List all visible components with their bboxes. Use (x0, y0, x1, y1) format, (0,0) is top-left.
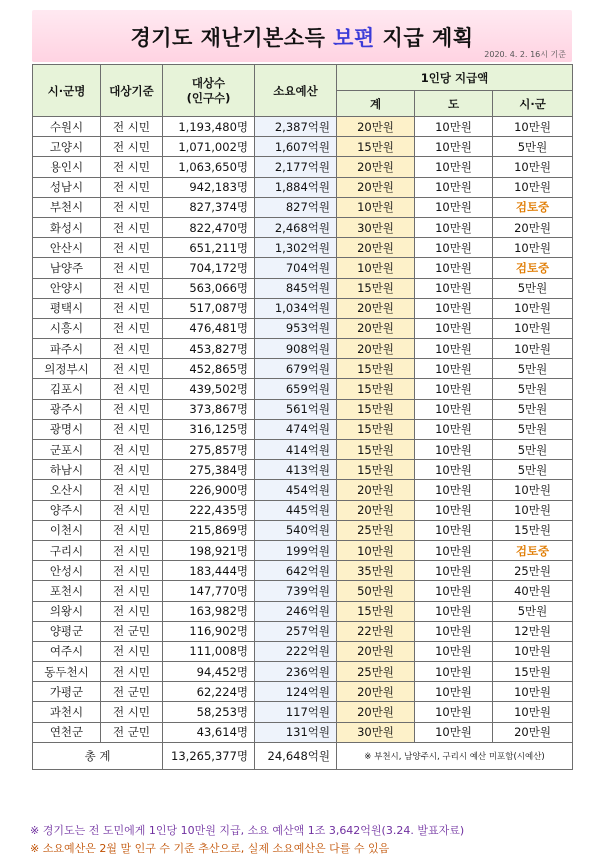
population-cell: 147,770명 (163, 581, 255, 601)
population-cell: 198,921명 (163, 540, 255, 560)
province-amount-cell: 10만원 (415, 339, 493, 359)
table-row (33, 419, 573, 439)
city-amount-cell: 15만원 (493, 520, 573, 540)
target-cell: 전 시민 (101, 278, 163, 298)
province-amount-cell: 10만원 (415, 278, 493, 298)
budget-cell: 1,302억원 (255, 238, 337, 258)
population-cell: 226,900명 (163, 480, 255, 500)
city-cell: 의정부시 (33, 359, 101, 379)
total-amount-cell: 15만원 (337, 278, 415, 298)
total-amount-cell: 15만원 (337, 419, 415, 439)
total-amount-cell: 30만원 (337, 217, 415, 237)
city-amount-cell: 검토중 (493, 540, 573, 560)
table-row (33, 399, 573, 419)
budget-cell: 454억원 (255, 480, 337, 500)
population-cell: 651,211명 (163, 238, 255, 258)
header-province: 도 (415, 91, 493, 117)
city-cell: 안양시 (33, 278, 101, 298)
province-amount-cell: 10만원 (415, 419, 493, 439)
budget-cell: 642억원 (255, 561, 337, 581)
target-cell: 전 시민 (101, 520, 163, 540)
city-amount-cell: 5만원 (493, 359, 573, 379)
table-row (33, 217, 573, 237)
target-cell: 전 시민 (101, 137, 163, 157)
province-amount-cell: 10만원 (415, 399, 493, 419)
population-cell: 1,071,002명 (163, 137, 255, 157)
total-amount-cell: 15만원 (337, 379, 415, 399)
budget-cell: 1,884억원 (255, 177, 337, 197)
budget-cell: 131억원 (255, 722, 337, 742)
province-amount-cell: 10만원 (415, 137, 493, 157)
population-cell: 942,183명 (163, 177, 255, 197)
table-row (33, 440, 573, 460)
province-amount-cell: 10만원 (415, 157, 493, 177)
target-cell: 전 시민 (101, 480, 163, 500)
target-cell: 전 시민 (101, 662, 163, 682)
city-amount-cell: 10만원 (493, 117, 573, 137)
table-row (33, 157, 573, 177)
province-amount-cell: 10만원 (415, 702, 493, 722)
target-cell: 전 시민 (101, 540, 163, 560)
city-amount-cell: 20만원 (493, 217, 573, 237)
header-citygun: 시·군 (493, 91, 573, 117)
city-cell: 시흥시 (33, 318, 101, 338)
population-cell: 43,614명 (163, 722, 255, 742)
table-row (33, 581, 573, 601)
target-cell: 전 시민 (101, 581, 163, 601)
city-cell: 부천시 (33, 197, 101, 217)
province-amount-cell: 10만원 (415, 379, 493, 399)
header-budget: 소요예산 (255, 65, 337, 117)
city-amount-cell: 5만원 (493, 419, 573, 439)
target-cell: 전 시민 (101, 601, 163, 621)
target-cell: 전 시민 (101, 157, 163, 177)
population-cell: 453,827명 (163, 339, 255, 359)
population-cell: 183,444명 (163, 561, 255, 581)
budget-cell: 1,607억원 (255, 137, 337, 157)
target-cell: 전 시민 (101, 561, 163, 581)
population-cell: 94,452명 (163, 662, 255, 682)
target-cell: 전 시민 (101, 440, 163, 460)
province-amount-cell: 10만원 (415, 217, 493, 237)
reference-date: 2020. 4. 2. 16시 기준 (484, 50, 566, 59)
city-cell: 가평군 (33, 682, 101, 702)
table-row (33, 601, 573, 621)
city-amount-cell: 40만원 (493, 581, 573, 601)
target-cell: 전 시민 (101, 217, 163, 237)
total-amount-cell: 15만원 (337, 460, 415, 480)
title-part2: 지급 계획 (374, 26, 474, 50)
header-per-person: 1인당 지급액 (337, 65, 573, 91)
city-cell: 의왕시 (33, 601, 101, 621)
target-cell: 전 시민 (101, 379, 163, 399)
city-amount-cell: 5만원 (493, 601, 573, 621)
payment-plan-table (32, 64, 573, 770)
total-amount-cell: 22만원 (337, 621, 415, 641)
budget-cell: 659억원 (255, 379, 337, 399)
total-amount-cell: 20만원 (337, 298, 415, 318)
city-amount-cell: 10만원 (493, 177, 573, 197)
total-budget: 24,648억원 (255, 742, 337, 769)
budget-cell: 414억원 (255, 440, 337, 460)
total-amount-cell: 20만원 (337, 157, 415, 177)
total-amount-cell: 20만원 (337, 702, 415, 722)
province-amount-cell: 10만원 (415, 561, 493, 581)
province-amount-cell: 10만원 (415, 601, 493, 621)
budget-cell: 124억원 (255, 682, 337, 702)
footnote-2: ※ 소요예산은 2월 말 인구 수 기준 추산으로, 실제 소요예산은 다를 수 있음 (30, 842, 390, 855)
city-amount-cell: 25만원 (493, 561, 573, 581)
city-cell: 하남시 (33, 460, 101, 480)
city-amount-cell: 5만원 (493, 399, 573, 419)
budget-cell: 561억원 (255, 399, 337, 419)
population-cell: 275,857명 (163, 440, 255, 460)
table-row (33, 258, 573, 278)
city-cell: 화성시 (33, 217, 101, 237)
total-amount-cell: 20만원 (337, 339, 415, 359)
target-cell: 전 시민 (101, 399, 163, 419)
population-cell: 163,982명 (163, 601, 255, 621)
city-amount-cell: 20만원 (493, 722, 573, 742)
budget-cell: 257억원 (255, 621, 337, 641)
city-amount-cell: 5만원 (493, 460, 573, 480)
city-cell: 파주시 (33, 339, 101, 359)
population-cell: 1,193,480명 (163, 117, 255, 137)
budget-cell: 953억원 (255, 318, 337, 338)
province-amount-cell: 10만원 (415, 258, 493, 278)
budget-cell: 117억원 (255, 702, 337, 722)
target-cell: 전 시민 (101, 258, 163, 278)
province-amount-cell: 10만원 (415, 682, 493, 702)
city-amount-cell: 검토중 (493, 258, 573, 278)
population-cell: 373,867명 (163, 399, 255, 419)
city-amount-cell: 5만원 (493, 278, 573, 298)
target-cell: 전 시민 (101, 298, 163, 318)
city-cell: 김포시 (33, 379, 101, 399)
target-cell: 전 시민 (101, 318, 163, 338)
city-amount-cell: 10만원 (493, 500, 573, 520)
table-row (33, 278, 573, 298)
total-amount-cell: 20만원 (337, 500, 415, 520)
budget-cell: 845억원 (255, 278, 337, 298)
province-amount-cell: 10만원 (415, 520, 493, 540)
target-cell: 전 군민 (101, 682, 163, 702)
city-amount-cell: 10만원 (493, 238, 573, 258)
total-amount-cell: 20만원 (337, 682, 415, 702)
total-amount-cell: 10만원 (337, 540, 415, 560)
province-amount-cell: 10만원 (415, 298, 493, 318)
target-cell: 전 시민 (101, 238, 163, 258)
province-amount-cell: 10만원 (415, 238, 493, 258)
total-note: ※ 부천시, 남양주시, 구리시 예산 미포함(시예산) (337, 742, 573, 769)
population-cell: 215,869명 (163, 520, 255, 540)
population-cell: 452,865명 (163, 359, 255, 379)
table-row (33, 197, 573, 217)
population-cell: 1,063,650명 (163, 157, 255, 177)
budget-cell: 445억원 (255, 500, 337, 520)
city-cell: 안성시 (33, 561, 101, 581)
total-amount-cell: 25만원 (337, 520, 415, 540)
total-amount-cell: 15만원 (337, 601, 415, 621)
header-population: 대상수 (인구수) (163, 65, 255, 117)
budget-cell: 704억원 (255, 258, 337, 278)
city-amount-cell: 10만원 (493, 702, 573, 722)
province-amount-cell: 10만원 (415, 722, 493, 742)
title-banner (32, 10, 572, 62)
budget-cell: 1,034억원 (255, 298, 337, 318)
population-cell: 58,253명 (163, 702, 255, 722)
target-cell: 전 시민 (101, 500, 163, 520)
budget-cell: 474억원 (255, 419, 337, 439)
target-cell: 전 시민 (101, 419, 163, 439)
budget-cell: 2,468억원 (255, 217, 337, 237)
total-amount-cell: 25만원 (337, 662, 415, 682)
budget-cell: 222억원 (255, 641, 337, 661)
city-amount-cell: 5만원 (493, 440, 573, 460)
total-amount-cell: 35만원 (337, 561, 415, 581)
city-cell: 오산시 (33, 480, 101, 500)
target-cell: 전 시민 (101, 641, 163, 661)
city-amount-cell: 10만원 (493, 480, 573, 500)
total-amount-cell: 50만원 (337, 581, 415, 601)
province-amount-cell: 10만원 (415, 662, 493, 682)
city-cell: 구리시 (33, 540, 101, 560)
budget-cell: 739억원 (255, 581, 337, 601)
budget-cell: 679억원 (255, 359, 337, 379)
budget-cell: 2,177억원 (255, 157, 337, 177)
table-row (33, 722, 573, 742)
table-row (33, 137, 573, 157)
province-amount-cell: 10만원 (415, 540, 493, 560)
table-row (33, 500, 573, 520)
table-row (33, 238, 573, 258)
city-cell: 수원시 (33, 117, 101, 137)
table-row (33, 117, 573, 137)
city-cell: 동두천시 (33, 662, 101, 682)
population-cell: 111,008명 (163, 641, 255, 661)
population-cell: 116,902명 (163, 621, 255, 641)
city-cell: 성남시 (33, 177, 101, 197)
total-amount-cell: 20만원 (337, 641, 415, 661)
total-amount-cell: 10만원 (337, 258, 415, 278)
city-cell: 양평군 (33, 621, 101, 641)
city-cell: 평택시 (33, 298, 101, 318)
table-row (33, 177, 573, 197)
target-cell: 전 군민 (101, 722, 163, 742)
total-amount-cell: 30만원 (337, 722, 415, 742)
title-part1: 경기도 재난기본소득 (130, 26, 334, 50)
city-amount-cell: 5만원 (493, 379, 573, 399)
total-amount-cell: 15만원 (337, 399, 415, 419)
city-cell: 연천군 (33, 722, 101, 742)
target-cell: 전 시민 (101, 197, 163, 217)
budget-cell: 2,387억원 (255, 117, 337, 137)
city-cell: 광주시 (33, 399, 101, 419)
city-amount-cell: 검토중 (493, 197, 573, 217)
city-cell: 군포시 (33, 440, 101, 460)
province-amount-cell: 10만원 (415, 359, 493, 379)
table-row (33, 540, 573, 560)
population-cell: 62,224명 (163, 682, 255, 702)
population-cell: 476,481명 (163, 318, 255, 338)
city-cell: 여주시 (33, 641, 101, 661)
target-cell: 전 시민 (101, 460, 163, 480)
city-cell: 광명시 (33, 419, 101, 439)
table-row (33, 480, 573, 500)
header-target: 대상기준 (101, 65, 163, 117)
budget-cell: 246억원 (255, 601, 337, 621)
total-label: 총 계 (33, 742, 163, 769)
province-amount-cell: 10만원 (415, 177, 493, 197)
population-cell: 827,374명 (163, 197, 255, 217)
table-row (33, 318, 573, 338)
table-body (33, 117, 573, 743)
province-amount-cell: 10만원 (415, 621, 493, 641)
province-amount-cell: 10만원 (415, 117, 493, 137)
city-amount-cell: 12만원 (493, 621, 573, 641)
target-cell: 전 시민 (101, 359, 163, 379)
budget-cell: 540억원 (255, 520, 337, 540)
population-cell: 563,066명 (163, 278, 255, 298)
city-cell: 과천시 (33, 702, 101, 722)
population-cell: 275,384명 (163, 460, 255, 480)
table-row (33, 359, 573, 379)
province-amount-cell: 10만원 (415, 480, 493, 500)
target-cell: 전 시민 (101, 177, 163, 197)
province-amount-cell: 10만원 (415, 641, 493, 661)
total-amount-cell: 15만원 (337, 440, 415, 460)
total-amount-cell: 15만원 (337, 359, 415, 379)
population-cell: 439,502명 (163, 379, 255, 399)
total-amount-cell: 20만원 (337, 318, 415, 338)
city-amount-cell: 10만원 (493, 641, 573, 661)
budget-cell: 413억원 (255, 460, 337, 480)
table-row (33, 379, 573, 399)
table-row (33, 641, 573, 661)
target-cell: 전 시민 (101, 339, 163, 359)
target-cell: 전 시민 (101, 117, 163, 137)
table-row (33, 702, 573, 722)
population-cell: 316,125명 (163, 419, 255, 439)
total-amount-cell: 20만원 (337, 177, 415, 197)
city-amount-cell: 10만원 (493, 298, 573, 318)
total-amount-cell: 20만원 (337, 238, 415, 258)
province-amount-cell: 10만원 (415, 197, 493, 217)
budget-cell: 236억원 (255, 662, 337, 682)
total-population: 13,265,377명 (163, 742, 255, 769)
table-row (33, 298, 573, 318)
province-amount-cell: 10만원 (415, 318, 493, 338)
city-amount-cell: 10만원 (493, 157, 573, 177)
city-cell: 양주시 (33, 500, 101, 520)
table-row (33, 460, 573, 480)
population-cell: 517,087명 (163, 298, 255, 318)
city-amount-cell: 10만원 (493, 682, 573, 702)
table-row (33, 662, 573, 682)
total-amount-cell: 10만원 (337, 197, 415, 217)
province-amount-cell: 10만원 (415, 440, 493, 460)
title-highlight: 보편 (333, 26, 375, 50)
total-amount-cell: 20만원 (337, 117, 415, 137)
population-cell: 222,435명 (163, 500, 255, 520)
header-total: 계 (337, 91, 415, 117)
budget-cell: 908억원 (255, 339, 337, 359)
province-amount-cell: 10만원 (415, 460, 493, 480)
target-cell: 전 시민 (101, 702, 163, 722)
city-cell: 용인시 (33, 157, 101, 177)
table-row (33, 621, 573, 641)
budget-cell: 827억원 (255, 197, 337, 217)
budget-cell: 199억원 (255, 540, 337, 560)
city-cell: 이천시 (33, 520, 101, 540)
total-amount-cell: 15만원 (337, 137, 415, 157)
province-amount-cell: 10만원 (415, 500, 493, 520)
province-amount-cell: 10만원 (415, 581, 493, 601)
city-cell: 안산시 (33, 238, 101, 258)
city-amount-cell: 15만원 (493, 662, 573, 682)
page-title (32, 22, 572, 52)
footnote-1: ※ 경기도는 전 도민에게 1인당 10만원 지급, 소요 예산액 1조 3,642억원(3.24. 발표자료) (30, 824, 465, 837)
table-row (33, 561, 573, 581)
city-cell: 남양주 (33, 258, 101, 278)
table-row (33, 682, 573, 702)
population-cell: 822,470명 (163, 217, 255, 237)
target-cell: 전 군민 (101, 621, 163, 641)
total-amount-cell: 20만원 (337, 480, 415, 500)
table-row (33, 339, 573, 359)
city-cell: 포천시 (33, 581, 101, 601)
city-amount-cell: 5만원 (493, 137, 573, 157)
population-cell: 704,172명 (163, 258, 255, 278)
city-cell: 고양시 (33, 137, 101, 157)
table-row (33, 520, 573, 540)
header-city: 시·군명 (33, 65, 101, 117)
city-amount-cell: 10만원 (493, 339, 573, 359)
city-amount-cell: 10만원 (493, 318, 573, 338)
